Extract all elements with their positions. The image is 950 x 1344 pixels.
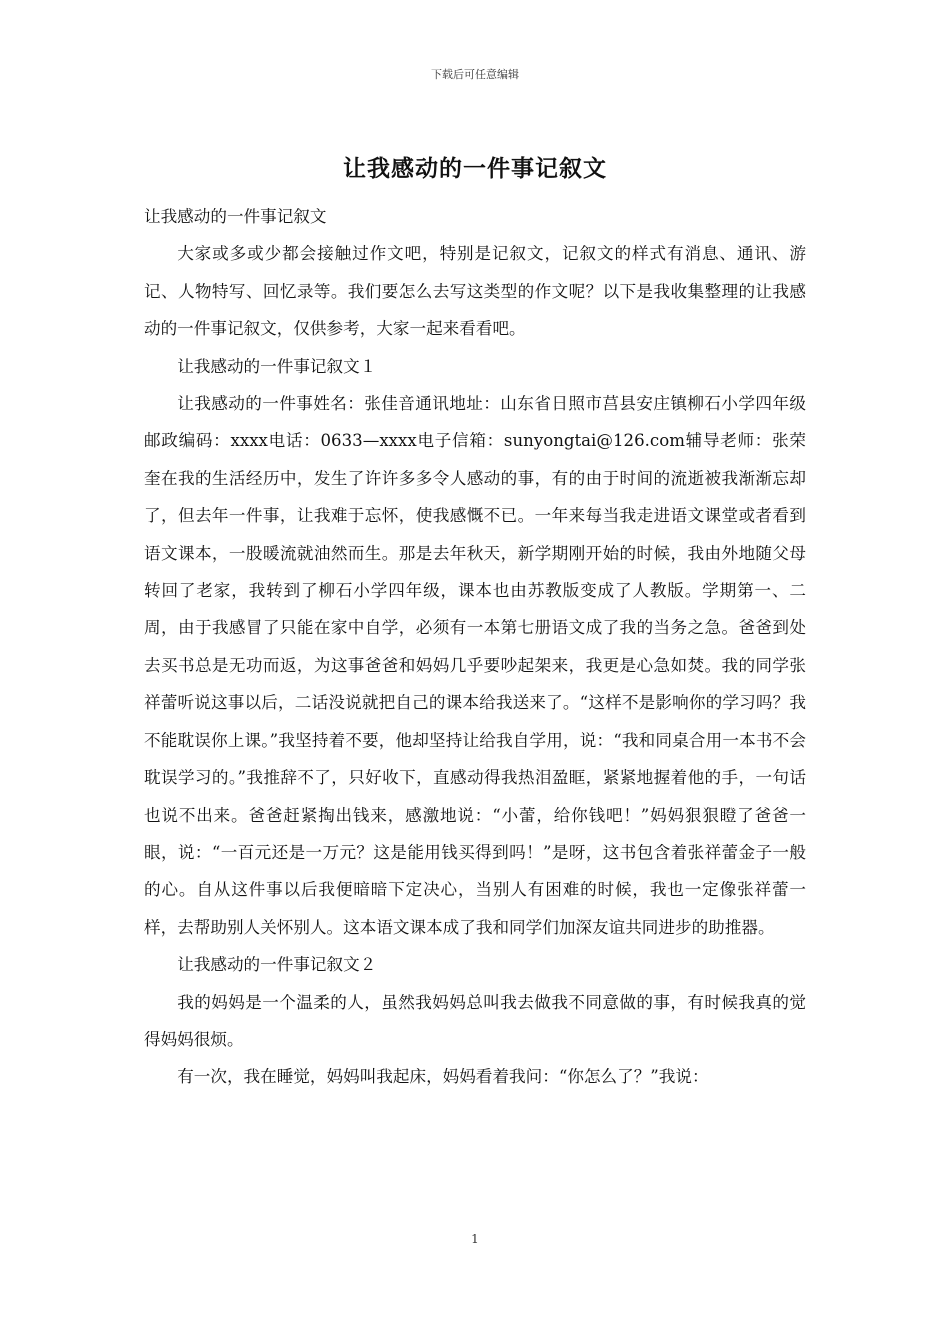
document-title: 让我感动的一件事记叙文 xyxy=(343,155,607,182)
page-header-note: 下载后可任意编辑 xyxy=(431,68,519,81)
document-body xyxy=(144,198,806,1096)
section2-heading: 让我感动的一件事记叙文２ xyxy=(177,955,377,975)
page-number: 1 xyxy=(471,1232,479,1246)
section2-paragraph-1: 我的妈妈是一个温柔的人，虽然我妈妈总叫我去做我不同意做的事，有时候我真的觉得妈妈很烦。 xyxy=(144,992,806,1049)
subtitle: 让我感动的一件事记叙文 xyxy=(144,207,327,226)
intro-paragraph: 大家或多或少都会接触过作文吧，特别是记叙文，记叙文的样式有消息、通讯、游记、人物特写、回忆录等。我们要怎么去写这类型的作文呢？以下是我收集整理的让我感动的一件事记叙文，仅供参考，大家一起来看看吧。 xyxy=(144,244,806,339)
section2-paragraph-2: 有一次，我在睡觉，妈妈叫我起床，妈妈看着我问：“你怎么了？”我说： xyxy=(177,1067,709,1087)
section1-paragraph: 让我感动的一件事姓名：张佳音通讯地址：山东省日照市莒县安庄镇柳石小学四年级邮政编码：xxxx电话：0633—xxxx电子信箱：sunyongtai@126.com辅导老师：张荣奎在我的生活经历中，发生了许许多多令人感动的事，有的由于时间的流逝被我渐渐忘却了，但去年一件事，让我难于忘怀，使我感慨不已。一年来每当我走进语文课堂或者看到语文课本，一股暖流就油然而生。那是去年秋天，新学期刚开始的时候，我由外地随父母转回了老家，我转到了柳石小学四年级，课本也由苏教版变成了人教版。学期第一、二周，由于我感冒了只能在家中自学，必须有一本第七册语文成了我的当务之急。爸爸到处去买书总是无功而返，为这事爸爸和妈妈几乎要吵起架来，我更是心急如焚。我的同学张祥蕾听说这事以后，二话没说就把自己的课本给我送来了。“这样不是影响你的学习吗？我不能耽误你上课。”我坚持着不要，他却坚持让给我自学用，说：“我和同桌合用一本书不会耽误学习的。”我推辞不了，只好收下，直感动得我热泪盈眶，紧紧地握着他的手，一句话也说不出来。爸爸赶紧掏出钱来，感激地说：“小蕾，给你钱吧！”妈妈狠狠瞪了爸爸一眼，说：“一百元还是一万元？这是能用钱买得到吗！”是呀，这书包含着张祥蕾金子一般的心。自从这件事以后我便暗暗下定决心，当别人有困难的时候，我也一定像张祥蕾一样，去帮助别人关怀别人。这本语文课本成了我和同学们加深友谊共同进步的助推器。 xyxy=(144,394,806,937)
section1-heading: 让我感动的一件事记叙文１ xyxy=(177,356,377,376)
